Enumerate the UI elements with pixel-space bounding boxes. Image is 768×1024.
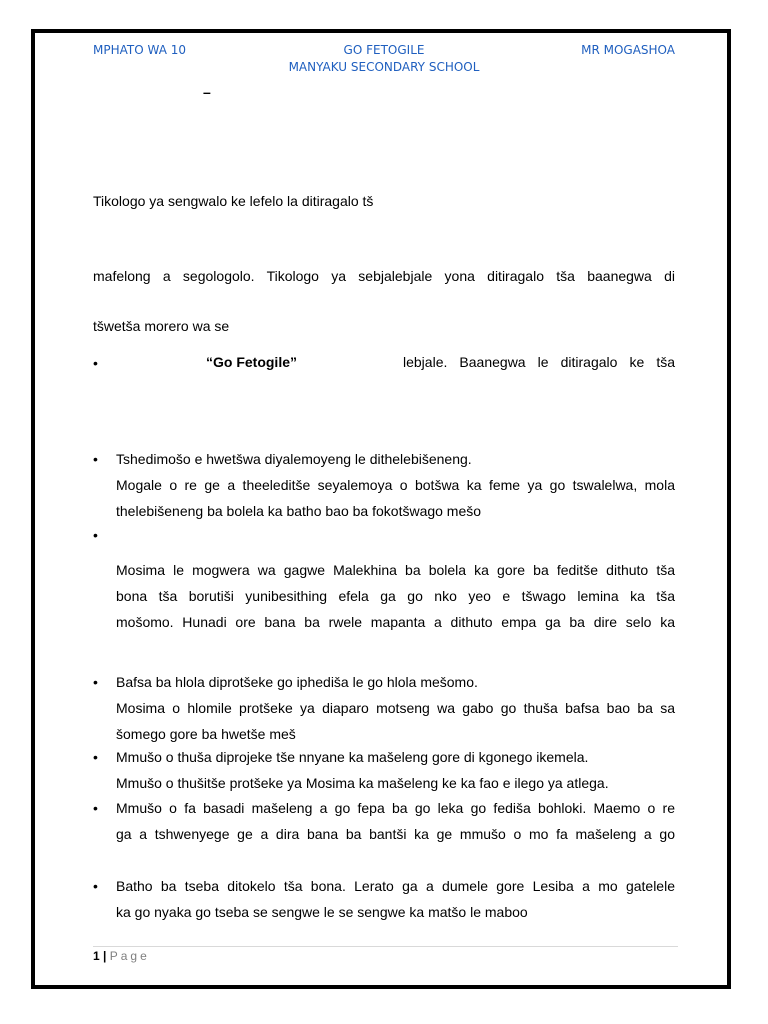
bullet-4-marker: • xyxy=(93,674,98,690)
footer xyxy=(93,948,150,964)
bullet-5-text xyxy=(116,744,675,796)
bullet-3-line-2: bona tša borutiši yunibesithing efela ga go nko yeo e tšwago lemina ka tša xyxy=(116,588,675,604)
bullet-6-text xyxy=(116,795,675,847)
paragraph-2-line-1: mafelong a segologolo. Tikologo ya sebjalebjale yona ditiragalo tša baanegwa di xyxy=(93,268,675,284)
header-grade: MPHATO WA 10 xyxy=(93,43,186,57)
bullet-4-line-3: šomego gore ba hwetše meš xyxy=(116,726,296,742)
header-school: MANYAKU SECONDARY SCHOOL xyxy=(288,60,480,74)
header-teacher: MR MOGASHOA xyxy=(581,43,675,57)
bullet-1-title: “Go Fetogile” xyxy=(206,354,297,370)
bullet-4-line-1: Bafsa ba hlola diprotšeke go iphediša le go hlola mešomo. xyxy=(116,674,478,690)
footer-rule xyxy=(93,946,678,947)
bullet-7-line-2: ka go nyaka go tseba se sengwe le se sengwe ka matšo le maboo xyxy=(116,904,528,920)
bullet-1-marker: • xyxy=(93,355,98,371)
bullet-2-line-1: Tshedimošo e hwetšwa diyalemoyeng le dithelebišeneng. xyxy=(116,451,472,467)
bullet-3-marker: • xyxy=(93,527,98,543)
header-title: GO FETOGILE xyxy=(343,43,425,57)
bullet-3-line-1: Mosima le mogwera wa gagwe Malekhina ba bolela ka gore ba feditše dithuto tša xyxy=(116,562,675,578)
bullet-4-text xyxy=(116,669,675,747)
bullet-4-line-2: Mosima o hlomile protšeke ya diaparo motseng wa gabo go thuša bafsa bao ba sa xyxy=(116,700,675,716)
page-label: Page xyxy=(109,949,150,963)
bullet-5-marker: • xyxy=(93,749,98,765)
bullet-2-marker: • xyxy=(93,451,98,467)
bullet-2-text xyxy=(116,446,675,524)
footer-separator: | xyxy=(103,949,107,963)
paragraph-2-line-2: tšwetša morero wa se xyxy=(93,318,230,334)
bullet-3-line-3: mošomo. Hunadi ore bana ba rwele mapanta a dithuto empa ga ba dire selo ka xyxy=(116,614,675,630)
bullet-3-text xyxy=(116,557,675,635)
bullet-2-line-3: thelebišeneng ba bolela ka batho bao ba fokotšwago mešo xyxy=(116,503,482,519)
paragraph-1: Tikologo ya sengwalo ke lefelo la ditiragalo tš xyxy=(93,193,374,209)
bullet-7-marker: • xyxy=(93,878,98,894)
bullet-5-line-1: Mmušo o thuša diprojeke tše nnyane ka mašeleng gore di kgonego ikemela. xyxy=(116,749,589,765)
page-number: 1 xyxy=(93,949,100,963)
bullet-1-tail: lebjale. Baanegwa le ditiragalo ke tša xyxy=(403,354,675,370)
bullet-6-line-1: Mmušo o fa basadi mašeleng a go fepa ba go leka go fediša bohloki. Maemo o re xyxy=(116,800,675,816)
bullet-7-text xyxy=(116,873,675,925)
bullet-2-line-2: Mogale o re ge a theeleditše seyalemoya o botšwa ka feme ya go tswalelwa, mola xyxy=(116,477,675,493)
bullet-5-line-2: Mmušo o thušitše protšeke ya Mosima ka mašeleng ke ka fao e ilego ya atlega. xyxy=(116,775,609,791)
bullet-6-line-2: ga a tshwenyege ge a dira bana ba bantši ka ge mmušo o mo fa mašeleng a go xyxy=(116,826,675,842)
bullet-7-line-1: Batho ba tseba ditokelo tša bona. Lerato ga a dumele gore Lesiba a mo gatelele xyxy=(116,878,675,894)
dash-mark: – xyxy=(203,84,211,100)
bullet-6-marker: • xyxy=(93,800,98,816)
